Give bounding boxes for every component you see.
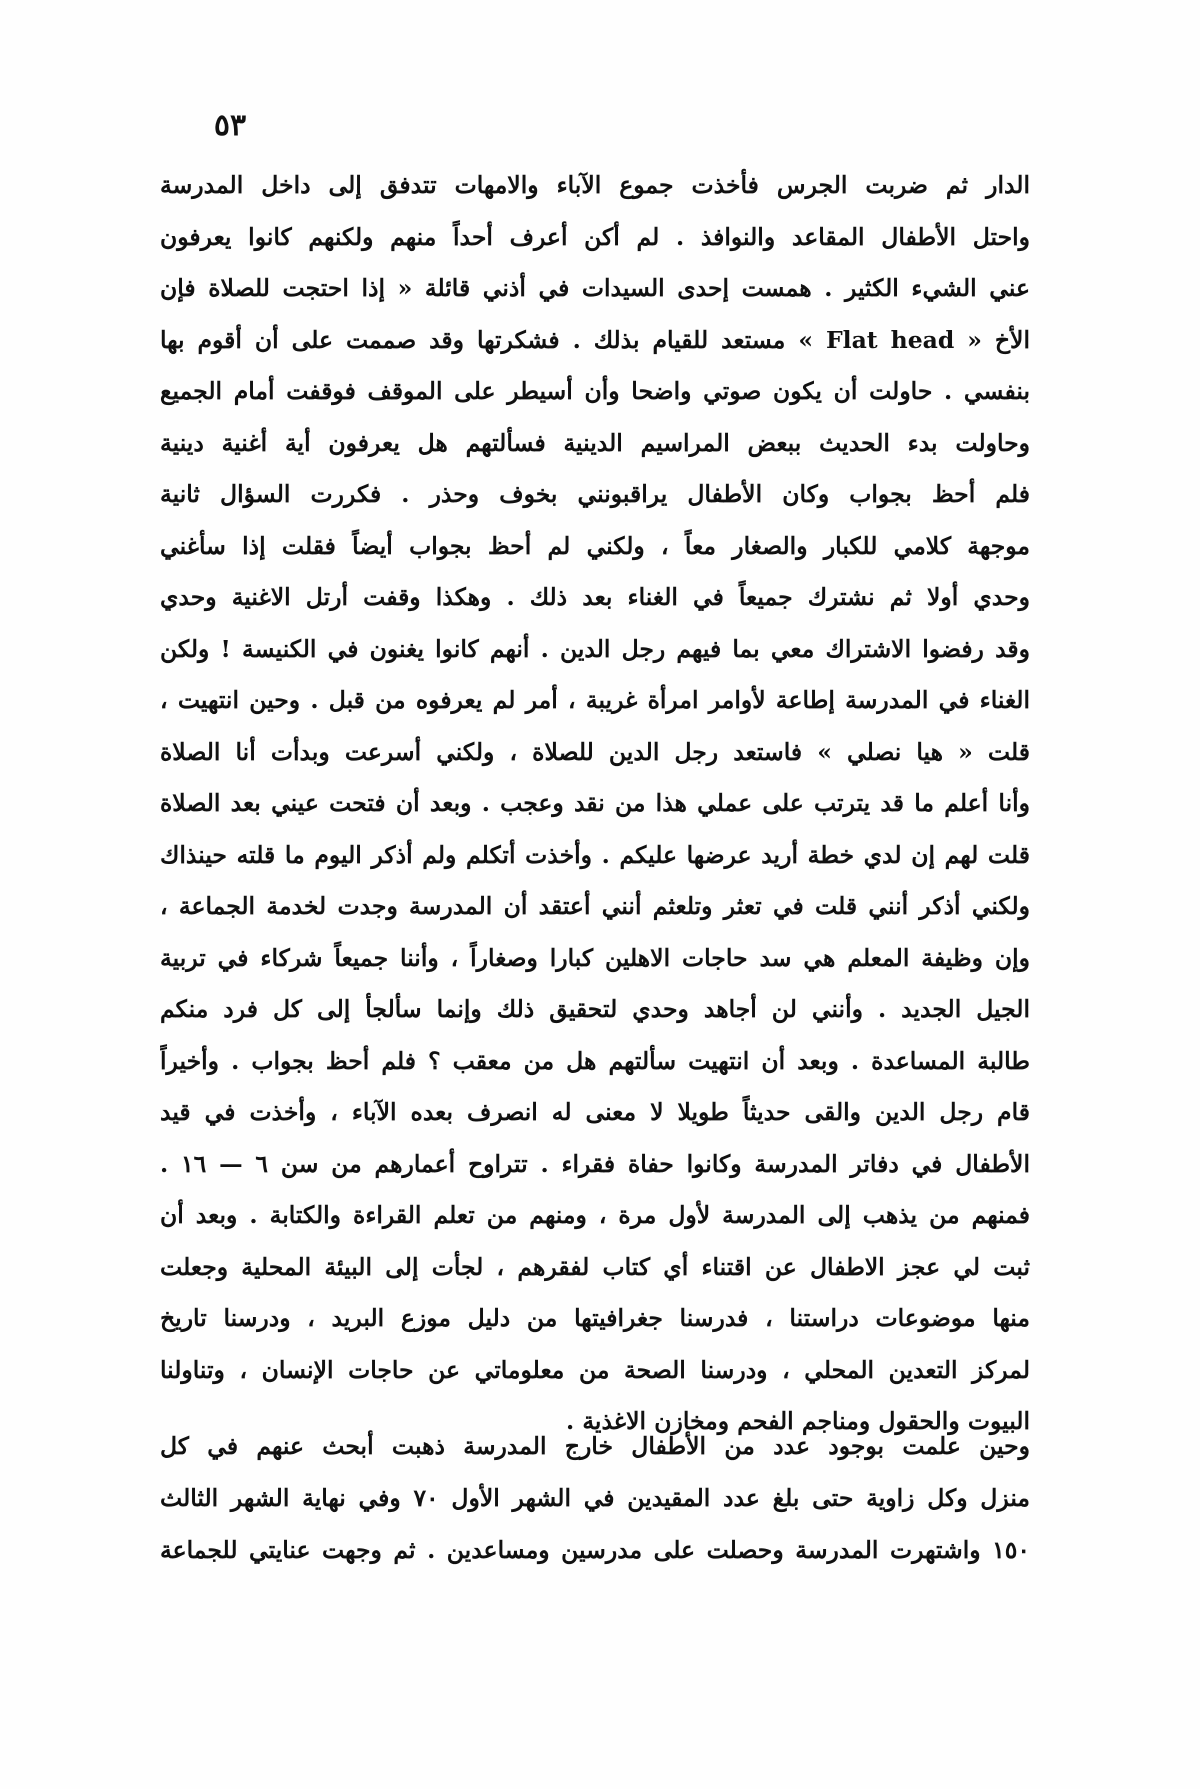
text-line: موجهة كلامي للكبار والصغار معاً ، ولكني لم أحظ بجواب أيضاً فقلت إذا سأغني	[160, 531, 1030, 560]
text-line: وإن وظيفة المعلم هي سد حاجات الاهلين كبارا وصغاراً ، وأننا جميعاً شركاء في تربية	[160, 943, 1030, 972]
text-line: الجيل الجديد . وأنني لن أجاهد وحدي لتحقيق ذلك وإنما سألجأ إلى كل فرد منكم	[160, 995, 1030, 1023]
text-line: الأخ « Flat head » مستعد للقيام بذلك . فشكرتها وقد صممت على أن أقوم بها	[160, 325, 1030, 354]
text-line: لمركز التعدين المحلي ، ودرسنا الصحة من معلوماتي عن حاجات الإنسان ، وتناولنا	[160, 1355, 1030, 1384]
text-line: وأنا أعلم ما قد يترتب على عملي هذا من نقد وعجب . وبعد أن فتحت عيني بعد الصلاة	[160, 789, 1030, 817]
text-line: وحين علمت بوجود عدد من الأطفال خارج المدرسة ذهبت أبحث عنهم في كل	[160, 1432, 1030, 1460]
text-line: وحدي أولا ثم نشترك جميعاً في الغناء بعد ذلك . وهكذا وقفت أرتل الاغنية وحدي	[160, 583, 1030, 611]
text-line: قام رجل الدين والقى حديثاً طويلا لا معنى له انصرف بعده الآباء ، وأخذت في قيد	[160, 1098, 1030, 1126]
text-line: وقد رفضوا الاشتراك معي بما فيهم رجل الدين . أنهم كانوا يغنون في الكنيسة ! ولكن	[160, 634, 1030, 663]
text-line: طالبة المساعدة . وبعد أن انتهيت سألتهم هل من معقب ؟ فلم أحظ بجواب . وأخيراً	[160, 1046, 1030, 1075]
text-line: عني الشيء الكثير . همست إحدى السيدات في أذني قائلة « إذا احتجت للصلاة فإن	[160, 274, 1030, 302]
text-line: الغناء في المدرسة إطاعة لأوامر امرأة غريبة ، أمر لم يعرفوه من قبل . وحين انتهيت ،	[160, 686, 1030, 714]
text-line: ١٥٠ واشتهرت المدرسة وحصلت على مدرسين ومساعدين . ثم وجهت عنايتي للجماعة	[160, 1536, 1030, 1564]
text-line: البيوت والحقول ومناجم الفحم ومخازن الاغذية .	[565, 1407, 1030, 1435]
text-line: الأطفال في دفاتر المدرسة وكانوا حفاة فقراء . تتراوح أعمارهم من سن ٦ — ١٦ .	[160, 1149, 1030, 1178]
paragraph-1	[160, 160, 1030, 1448]
text-line: واحتل الأطفال المقاعد والنوافذ . لم أكن أعرف أحداً منهم ولكنهم كانوا يعرفون	[160, 222, 1030, 251]
text-line: ثبت لي عجز الاطفال عن اقتناء أي كتاب لفقرهم ، لجأت إلى البيئة المحلية وجعلت	[160, 1252, 1030, 1281]
text-line: منها موضوعات دراستنا ، فدرسنا جغرافيتها من دليل موزع البريد ، ودرسنا تاريخ	[160, 1304, 1030, 1332]
text-line: قلت « هيا نصلي » فاستعد رجل الدين للصلاة ، ولكني أسرعت وبدأت أنا الصلاة	[160, 737, 1030, 766]
text-line: قلت لهم إن لدي خطة أريد عرضها عليكم . وأخذت أتكلم ولم أذكر اليوم ما قلته حينذاك	[160, 840, 1030, 869]
text-line: فلم أحظ بجواب وكان الأطفال يراقبونني بخوف وحذر . فكررت السؤال ثانية	[160, 480, 1030, 508]
text-line: بنفسي . حاولت أن يكون صوتي واضحا وأن أسيطر على الموقف فوقفت أمام الجميع	[160, 377, 1030, 405]
text-line: فمنهم من يذهب إلى المدرسة لأول مرة ، ومنهم من تعلم القراءة والكتابة . وبعد أن	[160, 1201, 1030, 1229]
text-line: وحاولت بدء الحديث ببعض المراسيم الدينية فسألتهم هل يعرفون أية أغنية دينية	[160, 428, 1030, 457]
text-line: ولكني أذكر أنني قلت في تعثر وتلعثم أنني أعتقد أن المدرسة وجدت لخدمة الجماعة ،	[160, 892, 1030, 920]
text-line: منزل وكل زاوية حتى بلغ عدد المقيدين في الشهر الأول ٧٠ وفي نهاية الشهر الثالث	[160, 1484, 1030, 1512]
paragraph-2	[160, 1420, 1030, 1576]
page-number: ٥٣	[213, 108, 247, 143]
text-line: الدار ثم ضربت الجرس فأخذت جموع الآباء والامهات تتدفق إلى داخل المدرسة	[160, 171, 1030, 199]
